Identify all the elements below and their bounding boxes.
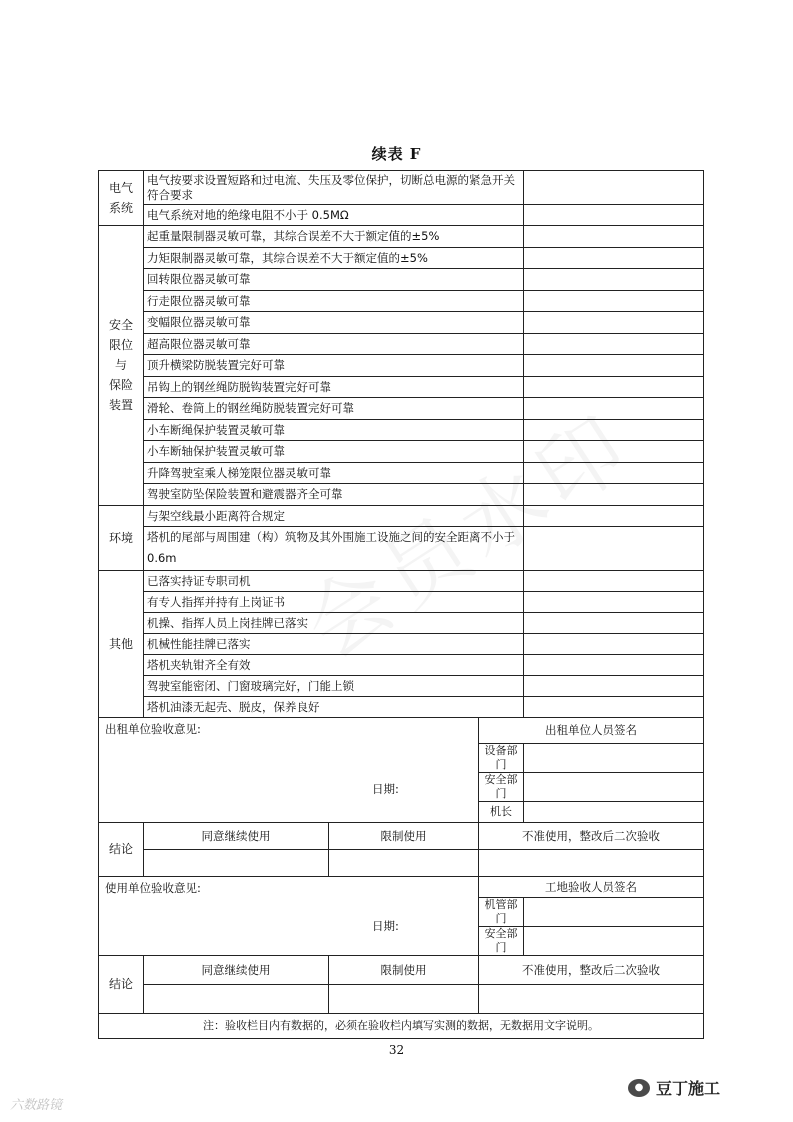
table-row xyxy=(99,1013,704,1038)
signature-cell[interactable] xyxy=(524,743,704,772)
sign-role: 机管部门 xyxy=(479,897,524,926)
conclusion-cell[interactable] xyxy=(329,849,479,876)
check-item: 与架空线最小距离符合规定 xyxy=(144,505,524,526)
table-row xyxy=(99,654,704,675)
conclusion-option: 限制使用 xyxy=(329,955,479,984)
table-row xyxy=(99,205,704,226)
user-sign-header: 工地验收人员签名 xyxy=(479,876,704,897)
table-row xyxy=(99,376,704,398)
page-number: 32 xyxy=(388,1043,405,1057)
check-item: 已落实持证专职司机 xyxy=(144,570,524,591)
table-row xyxy=(99,984,704,1013)
result-cell[interactable] xyxy=(524,419,704,441)
check-item: 力矩限制器灵敏可靠，其综合误差不大于额定值的±5% xyxy=(144,247,524,269)
check-item: 驾驶室能密闭、门窗玻璃完好，门能上锁 xyxy=(144,675,524,696)
result-cell[interactable] xyxy=(524,333,704,355)
rental-sign-header: 出租单位人员签名 xyxy=(479,717,704,743)
category-environment: 环境 xyxy=(99,505,144,570)
check-item: 塔机的尾部与周围建（构）筑物及其外围施工设施之间的安全距离不小于 0.6m xyxy=(144,526,524,570)
result-cell[interactable] xyxy=(524,526,704,570)
check-item: 小车断轴保护装置灵敏可靠 xyxy=(144,441,524,463)
conclusion-cell[interactable] xyxy=(144,849,329,876)
result-cell[interactable] xyxy=(524,591,704,612)
table-row xyxy=(99,333,704,355)
corner-watermark: 六数路镜 xyxy=(10,1098,63,1113)
table-row xyxy=(99,955,704,984)
signature-cell[interactable] xyxy=(524,772,704,801)
rental-opinion-label: 出租单位验收意见: xyxy=(105,721,201,736)
inspection-table xyxy=(98,170,704,1039)
signature-cell[interactable] xyxy=(524,801,704,822)
check-item: 顶升横梁防脱装置完好可靠 xyxy=(144,355,524,377)
table-row xyxy=(99,269,704,291)
check-item: 变幅限位器灵敏可靠 xyxy=(144,312,524,334)
result-cell[interactable] xyxy=(524,376,704,398)
result-cell[interactable] xyxy=(524,290,704,312)
table-row xyxy=(99,398,704,420)
user-opinion-area[interactable] xyxy=(99,876,479,955)
check-item: 超高限位器灵敏可靠 xyxy=(144,333,524,355)
check-item: 电气系统对地的绝缘电阻不小于 0.5MΩ xyxy=(144,205,524,226)
check-item: 起重量限制器灵敏可靠，其综合误差不大于额定值的±5% xyxy=(144,226,524,248)
check-item: 塔机油漆无起壳、脱皮，保养良好 xyxy=(144,696,524,717)
result-cell[interactable] xyxy=(524,205,704,226)
rental-opinion-area[interactable] xyxy=(99,717,479,822)
result-cell[interactable] xyxy=(524,675,704,696)
check-item: 有专人指挥并持有上岗证书 xyxy=(144,591,524,612)
table-row xyxy=(99,484,704,506)
result-cell[interactable] xyxy=(524,654,704,675)
table-row xyxy=(99,247,704,269)
check-item: 塔机夹轨钳齐全有效 xyxy=(144,654,524,675)
result-cell[interactable] xyxy=(524,398,704,420)
result-cell[interactable] xyxy=(524,226,704,248)
table-row xyxy=(99,505,704,526)
category-electric: 电气 系统 xyxy=(99,171,144,226)
table-row xyxy=(99,441,704,463)
conclusion-label: 结论 xyxy=(99,822,144,876)
table-row xyxy=(99,675,704,696)
result-cell[interactable] xyxy=(524,312,704,334)
conclusion-cell[interactable] xyxy=(144,984,329,1013)
table-row xyxy=(99,822,704,849)
conclusion-option: 限制使用 xyxy=(329,822,479,849)
conclusion-option: 同意继续使用 xyxy=(144,955,329,984)
result-cell[interactable] xyxy=(524,696,704,717)
sign-role: 机长 xyxy=(479,801,524,822)
user-opinion-label: 使用单位验收意见: xyxy=(105,880,201,895)
check-item: 回转限位器灵敏可靠 xyxy=(144,269,524,291)
signature-cell[interactable] xyxy=(524,897,704,926)
page-title: 续表 F xyxy=(371,145,422,163)
result-cell[interactable] xyxy=(524,247,704,269)
table-row xyxy=(99,419,704,441)
table-row xyxy=(99,570,704,591)
check-item: 升降驾驶室乘人梯笼限位器灵敏可靠 xyxy=(144,462,524,484)
result-cell[interactable] xyxy=(524,484,704,506)
table-row xyxy=(99,171,704,205)
table-row xyxy=(99,717,704,743)
table-row xyxy=(99,591,704,612)
table-row xyxy=(99,312,704,334)
conclusion-option: 同意继续使用 xyxy=(144,822,329,849)
table-row xyxy=(99,290,704,312)
table-row xyxy=(99,849,704,876)
sign-role: 设备部门 xyxy=(479,743,524,772)
result-cell[interactable] xyxy=(524,355,704,377)
check-item: 机操、指挥人员上岗挂牌已落实 xyxy=(144,612,524,633)
conclusion-cell[interactable] xyxy=(329,984,479,1013)
check-item: 小车断绳保护装置灵敏可靠 xyxy=(144,419,524,441)
check-item: 驾驶室防坠保险装置和避震器齐全可靠 xyxy=(144,484,524,506)
sign-role: 安全部门 xyxy=(479,926,524,955)
check-item: 吊钩上的钢丝绳防脱钩装置完好可靠 xyxy=(144,376,524,398)
sign-role: 安全部门 xyxy=(479,772,524,801)
rental-date-label: 日期: xyxy=(372,781,399,796)
table-row xyxy=(99,696,704,717)
conclusion-option: 不准使用，整改后二次验收 xyxy=(479,822,704,849)
user-date-label: 日期: xyxy=(372,918,399,933)
check-item: 电气按要求设置短路和过电流、失压及零位保护，切断总电源的紧急开关符合要求 xyxy=(144,171,524,205)
category-safety: 安全 限位 与 保险 装置 xyxy=(99,226,144,506)
footnote: 注：验收栏目内有数据的，必须在验收栏内填写实测的数据，无数据用文字说明。 xyxy=(99,1013,704,1038)
check-item: 机械性能挂牌已落实 xyxy=(144,633,524,654)
table-row xyxy=(99,876,704,897)
result-cell[interactable] xyxy=(524,633,704,654)
table-row xyxy=(99,526,704,570)
signature-cell[interactable] xyxy=(524,926,704,955)
table-row xyxy=(99,226,704,248)
result-cell[interactable] xyxy=(524,269,704,291)
table-row xyxy=(99,633,704,654)
result-cell[interactable] xyxy=(524,441,704,463)
check-item: 行走限位器灵敏可靠 xyxy=(144,290,524,312)
table-row xyxy=(99,612,704,633)
table-row xyxy=(99,355,704,377)
table-row xyxy=(99,462,704,484)
check-item: 滑轮、卷筒上的钢丝绳防脱装置完好可靠 xyxy=(144,398,524,420)
result-cell[interactable] xyxy=(524,171,704,205)
result-cell[interactable] xyxy=(524,505,704,526)
category-other: 其他 xyxy=(99,570,144,717)
brand-logo xyxy=(628,1076,720,1099)
brand-text: 豆丁施工 xyxy=(656,1079,721,1098)
result-cell[interactable] xyxy=(524,462,704,484)
result-cell[interactable] xyxy=(524,612,704,633)
conclusion-option: 不准使用，整改后二次验收 xyxy=(479,955,704,984)
wechat-icon: ● xyxy=(628,1079,650,1097)
conclusion-cell[interactable] xyxy=(479,984,704,1013)
conclusion-cell[interactable] xyxy=(479,849,704,876)
conclusion-label: 结论 xyxy=(99,955,144,1013)
result-cell[interactable] xyxy=(524,570,704,591)
